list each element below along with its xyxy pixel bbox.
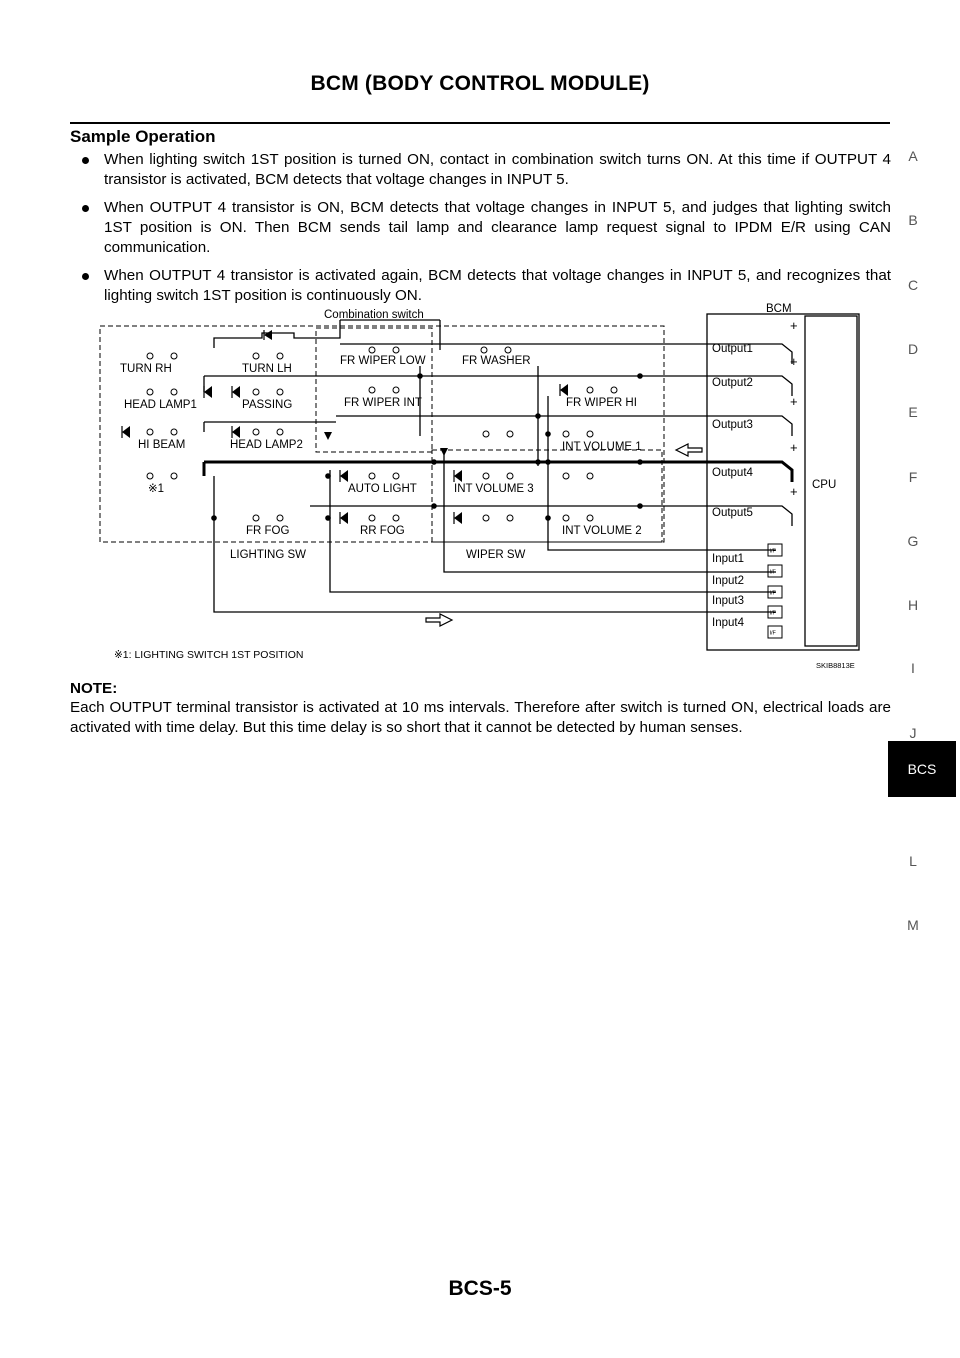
input2-label: Input2: [712, 575, 744, 587]
switch-label-hi-beam: HI BEAM: [138, 439, 186, 451]
lighting-sw-label: LIGHTING SW: [230, 549, 307, 561]
index-letter[interactable]: J: [909, 725, 917, 741]
index-letter[interactable]: C: [907, 277, 919, 293]
svg-text:+: +: [790, 394, 798, 409]
switch-label-turn-lh: TURN LH: [242, 363, 292, 375]
arrow-left-icon: [676, 444, 702, 456]
switch-label-head-lamp1: HEAD LAMP1: [124, 399, 197, 411]
note-label: NOTE:: [70, 680, 118, 697]
switch-label-passing: PASSING: [242, 399, 293, 411]
switch-label-fr-washer: FR WASHER: [462, 355, 531, 367]
index-letter[interactable]: B: [908, 212, 918, 228]
input3-label: Input3: [712, 595, 744, 607]
output3-label: Output3: [712, 419, 753, 431]
bullet-icon: [82, 157, 89, 164]
switch-label-int-volume-2: INT VOLUME 2: [562, 525, 642, 537]
index-letter[interactable]: A: [908, 148, 918, 164]
if-label-3: I/F: [769, 590, 776, 597]
bullet-text: When OUTPUT 4 transistor is ON, BCM detects that voltage changes in INPUT 5, and judges that lighting switch 1ST position is ON. Then BCM sends tail lamp and clearance lamp request signal to IPDM E/R using CAN communication.: [104, 199, 891, 256]
page-number: BCS-5: [448, 1277, 512, 1300]
if-label-5: I/F: [769, 630, 776, 637]
side-index: [892, 0, 960, 1358]
switch-label-int-volume-3: INT VOLUME 3: [454, 483, 534, 495]
input4-label: Input4: [712, 617, 744, 629]
output-transistors: [762, 344, 792, 526]
cpu-label: CPU: [812, 479, 837, 491]
index-letter[interactable]: M: [907, 917, 919, 933]
switch-label-head-lamp2: HEAD LAMP2: [230, 439, 303, 451]
svg-text:+: +: [790, 484, 798, 499]
svg-text:+: +: [790, 354, 798, 369]
if-label-1: I/F: [769, 548, 776, 555]
wire-turn-signal: [214, 320, 340, 348]
index-letter[interactable]: F: [908, 469, 918, 485]
diagram-footnote: ※1: LIGHTING SWITCH 1ST POSITION: [114, 649, 304, 661]
switch-label-int-volume-1: INT VOLUME 1: [562, 441, 642, 453]
header-rule: [70, 122, 890, 124]
arrow-right-icon: [426, 614, 452, 626]
output5-label: Output5: [712, 507, 753, 519]
switch-label-turn-rh: TURN RH: [120, 363, 172, 375]
index-letter[interactable]: L: [909, 853, 917, 869]
if-label-2: I/F: [769, 569, 776, 576]
bullet-icon: [82, 273, 89, 280]
output1-label: Output1: [712, 343, 753, 355]
combination-switch-label: Combination switch: [324, 309, 424, 321]
index-letter[interactable]: H: [907, 597, 919, 613]
index-letter[interactable]: G: [907, 533, 919, 549]
switch-label-auto-light: AUTO LIGHT: [348, 483, 417, 495]
switch-label-fr-wiper-int: FR WIPER INT: [344, 397, 422, 409]
switch-label-fr-fog: FR FOG: [246, 525, 290, 537]
svg-text:+: +: [790, 440, 798, 455]
svg-text:+: +: [790, 318, 798, 333]
wiper-sw-outline-upper: [316, 328, 432, 452]
section-heading: Sample Operation: [70, 127, 216, 146]
bcm-label: BCM: [766, 303, 792, 315]
output2-label: Output2: [712, 377, 753, 389]
wiper-sw-label: WIPER SW: [466, 549, 526, 561]
bullet-icon: [82, 205, 89, 212]
index-letter[interactable]: I: [911, 660, 915, 676]
page-title: BCM (BODY CONTROL MODULE): [310, 72, 650, 95]
bullet-list: [70, 150, 891, 314]
bullet-text: When lighting switch 1ST position is turned ON, contact in combination switch turns ON. At this time if OUTPUT 4 transistor is activated, BCM detects that voltage changes in INPUT 5.: [104, 151, 891, 188]
circuit-diagram: [96, 300, 866, 672]
switch-label-mark1: ※1: [148, 483, 165, 495]
index-letter[interactable]: D: [907, 341, 919, 357]
bullet-item: [70, 150, 891, 190]
switch-label-fr-wiper-hi: FR WIPER HI: [566, 397, 637, 409]
bullet-text: When OUTPUT 4 transistor is activated again, BCM detects that voltage changes in INPUT 5, and recognizes that lighting switch 1ST position is continuously ON.: [104, 267, 891, 304]
bullet-item: [70, 198, 891, 258]
output4-label: Output4: [712, 467, 753, 479]
input1-label: Input1: [712, 553, 744, 565]
note-text: Each OUTPUT terminal transistor is activated at 10 ms intervals. Therefore after switch is turned ON, electrical loads are activated with time delay. But this time delay is so short that it cannot be detected by human senses.: [70, 699, 891, 736]
index-tab-active[interactable]: BCS: [888, 741, 956, 797]
switch-label-fr-wiper-low: FR WIPER LOW: [340, 355, 426, 367]
if-label-4: I/F: [769, 610, 776, 617]
figure-id: SKIB8813E: [816, 661, 855, 670]
index-letter[interactable]: E: [908, 404, 918, 420]
switch-label-rr-fog: RR FOG: [360, 525, 405, 537]
